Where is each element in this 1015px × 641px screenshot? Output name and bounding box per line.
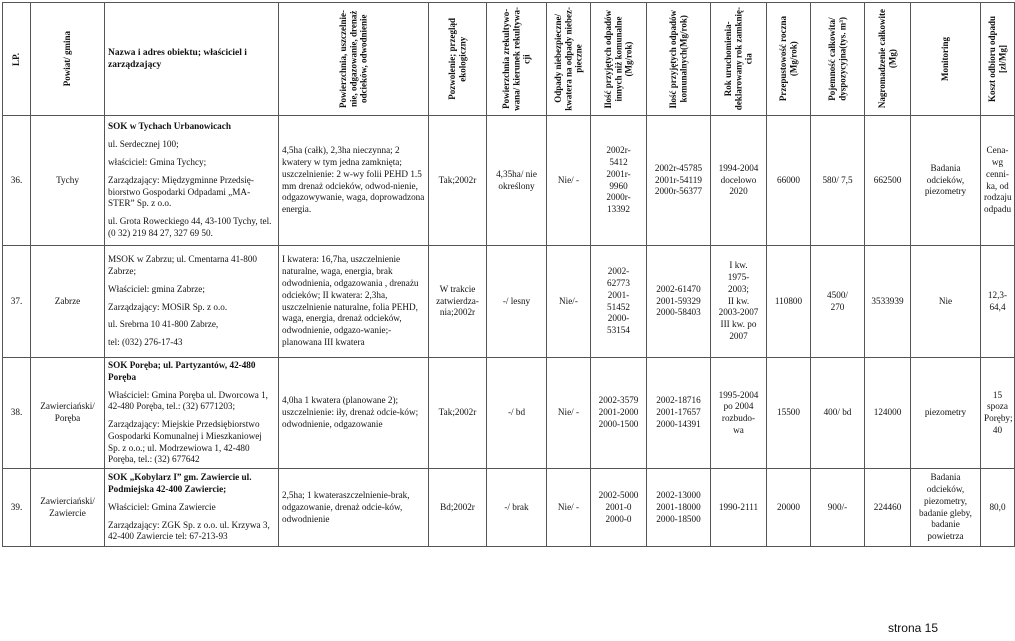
cell-lp: 39.	[3, 469, 31, 547]
site-name: SOK Poręba; ul. Partyzantów, 42-480 Poręba	[108, 360, 256, 382]
cell-odpady-niebezp: Nie/ -	[547, 116, 591, 246]
cell-nagromadzenie: 124000	[865, 358, 911, 469]
cell-odpady-niebezp: Nie/-	[547, 246, 591, 358]
cell-ilosc-inne: 2002-3579 2001-2000 2000-1500	[591, 358, 647, 469]
address-line: Zarządzający: MOSiR Sp. z o.o.	[108, 301, 228, 312]
site-name: SOK w Tychach Urbanowicach	[108, 121, 231, 132]
header-nazwa: Nazwa i adres obiektu; właściciel i zarządzający	[105, 3, 279, 116]
table-body	[3, 116, 1015, 547]
cell-pow-usz: I kwatera: 16,7ha, uszczelnienie naturalne, waga, energia, brak odwodnienia, odgazowania , drenażu odcieków; II kwatera: 2,3ha, uszczelnienie naturalne, folia PEHD, waga, energia, drenaż odcieków, odwodnienie, odgazo-wanie;- planowana III kwatera	[279, 246, 429, 358]
header-monitoring: Monitoring	[911, 3, 981, 116]
table-row	[3, 358, 1015, 469]
header-powiat: Powiat/ gmina	[31, 3, 105, 116]
address-line: Zarządzający: Międzygminne Przedsię-biorstwo Gospodarki Odpadami „MA-STER” Sp. z o.o.	[108, 174, 254, 209]
cell-pozwolenie: Bd;2002r	[429, 469, 487, 547]
cell-nazwa	[105, 116, 279, 246]
header-pow-zrek: Powierzchnia zrekultywo- wana/ kierunek rekultywa- cji	[487, 3, 547, 116]
cell-lp: 36.	[3, 116, 31, 246]
cell-powiat: Zabrze	[31, 246, 105, 358]
address-line: MSOK w Zabrzu; ul. Cmentarna 41-800 Zabrze;	[108, 254, 258, 276]
cell-odpady-niebezp: Nie/ -	[547, 358, 591, 469]
cell-pow-zrek: -/ lesny	[487, 246, 547, 358]
header-pojemnosc: Pojemność całkowita/ dyspozycyjna(tys. m³)	[811, 3, 865, 116]
cell-pow-zrek: -/ brak	[487, 469, 547, 547]
header-koszt: Koszt odbioru odpadu [zł/Mg]	[981, 3, 1015, 116]
cell-powiat: Tychy	[31, 116, 105, 246]
cell-pojemnosc: 900/-	[811, 469, 865, 547]
waste-sites-table	[2, 2, 1015, 547]
cell-nazwa	[105, 469, 279, 547]
address-line: Właściciel: Gmina Zawiercie	[108, 501, 216, 512]
header-row	[3, 3, 1015, 116]
cell-monitoring: Badania odcieków, piezometry	[911, 116, 981, 246]
cell-koszt: 12,3- 64,4	[981, 246, 1015, 358]
header-ilosc-kom: Ilość przyjętych odpadów komunalnych(Mg/rok)	[647, 3, 711, 116]
address-line: tel: (032) 276-17-43	[108, 337, 183, 348]
cell-pojemnosc: 580/ 7,5	[811, 116, 865, 246]
cell-nagromadzenie: 3533939	[865, 246, 911, 358]
cell-ilosc-kom: 2002-61470 2001-59329 2000-58403	[647, 246, 711, 358]
cell-nagromadzenie: 224460	[865, 469, 911, 547]
address-line: ul. Grota Roweckiego 44, 43-100 Tychy, tel.(0 32) 219 84 27, 327 69 50.	[108, 216, 272, 238]
cell-rok: 1990-2111	[711, 469, 767, 547]
cell-koszt: 15 spoza Poręby; 40	[981, 358, 1015, 469]
cell-odpady-niebezp: Nie/ -	[547, 469, 591, 547]
header-ilosc-inne: Ilość przyjętych odpadów innych niż komunalne (Mg/rok)	[591, 3, 647, 116]
cell-powiat: Zawierciański/ Poręba	[31, 358, 105, 469]
cell-przepust: 110800	[767, 246, 811, 358]
header-lp: LP.	[3, 3, 31, 116]
cell-lp: 37.	[3, 246, 31, 358]
cell-pojemnosc: 400/ bd	[811, 358, 865, 469]
cell-pozwolenie: W trakcie zatwierdza-nia;2002r	[429, 246, 487, 358]
cell-rok: 1995-2004 po 2004 rozbudo- wa	[711, 358, 767, 469]
cell-ilosc-kom: 2002r-45785 2001r-54119 2000r-56377	[647, 116, 711, 246]
address-line: ul. Srebrna 10 41-800 Zabrze,	[108, 319, 219, 330]
address-line: ul. Serdecznej 100;	[108, 139, 179, 150]
cell-pow-zrek: -/ bd	[487, 358, 547, 469]
cell-ilosc-inne: 2002-5000 2001-0 2000-0	[591, 469, 647, 547]
cell-ilosc-kom: 2002-18716 2001-17657 2000-14391	[647, 358, 711, 469]
cell-ilosc-inne: 2002r- 5412 2001r- 9960 2000r- 13392	[591, 116, 647, 246]
cell-pow-usz: 2,5ha; 1 kwateraszczelnienie-brak, odgazowanie, drenaż odcie-ków, odwodnienie	[279, 469, 429, 547]
cell-monitoring: Badania odcieków, piezometry, badanie gleby, badanie powietrza	[911, 469, 981, 547]
header-przepust: Przepustowość roczna (Mg/rok)	[767, 3, 811, 116]
cell-rok: 1994-2004 docelowo 2020	[711, 116, 767, 246]
cell-przepust: 15500	[767, 358, 811, 469]
cell-monitoring: Nie	[911, 246, 981, 358]
cell-nagromadzenie: 662500	[865, 116, 911, 246]
header-pozwolenie: Pozwolenie; przegląd ekologiczny	[429, 3, 487, 116]
cell-koszt: 80,0	[981, 469, 1015, 547]
header-rok: Rok uruchomienia- deklarowany rok zamknię- cia	[711, 3, 767, 116]
address-line: Właściciel: gmina Zabrze;	[108, 283, 205, 294]
table-row	[3, 116, 1015, 246]
cell-nazwa	[105, 246, 279, 358]
cell-koszt: Cena- wg cenni- ka, od rodzaju odpadu	[981, 116, 1015, 246]
cell-pozwolenie: Tak;2002r	[429, 116, 487, 246]
cell-pow-usz: 4,5ha (całk), 2,3ha nieczynna; 2 kwatery w tym jedna zamknięta; uszczelnienie: 2 w-wy folii PEHD 1.5 mm drenaż odcieków, odwod-nienie, odgazowywanie, waga, doprowadzona energia.	[279, 116, 429, 246]
cell-nazwa	[105, 358, 279, 469]
cell-powiat: Zawierciański/ Zawiercie	[31, 469, 105, 547]
cell-przepust: 20000	[767, 469, 811, 547]
cell-pozwolenie: Tak;2002r	[429, 358, 487, 469]
header-pow-usz: Powierzchnia, uszczelnie- nie, odgazowanie, drenaż odcieków, odwodnienie	[279, 3, 429, 116]
cell-ilosc-inne: 2002- 62773 2001- 51452 2000- 53154	[591, 246, 647, 358]
cell-pow-usz: 4,0ha 1 kwatera (planowane 2); uszczelnienie: iły, drenaż odcie-ków; odwodnienie, odgazowanie	[279, 358, 429, 469]
cell-monitoring: piezometry	[911, 358, 981, 469]
cell-lp: 38.	[3, 358, 31, 469]
site-name: SOK „Kobylarz I” gm. Zawiercie ul. Podmiejska 42-400 Zawiercie;	[108, 472, 252, 494]
cell-pow-zrek: 4,35ha/ nie określony	[487, 116, 547, 246]
cell-przepust: 66000	[767, 116, 811, 246]
table-row	[3, 469, 1015, 547]
page-number: strona 15	[887, 621, 938, 635]
cell-rok: I kw. 1975- 2003; II kw. 2003-2007 III kw. po 2007	[711, 246, 767, 358]
header-odpady-niebezp: Odpady niebezpieczne/ kwatera na odpady niebez- pieczne	[547, 3, 591, 116]
table-row	[3, 246, 1015, 358]
address-line: Właściciel: Gmina Poręba ul. Dworcowa 1, 42-480 Poręba, tel.: (32) 6771203;	[108, 389, 268, 412]
cell-pojemnosc: 4500/ 270	[811, 246, 865, 358]
cell-ilosc-kom: 2002-13000 2001-18000 2000-18500	[647, 469, 711, 547]
address-line: Zarządzający: Miejskie Przedsiębiorstwo Gospodarki Komunalnej i Mieszkaniowej Sp. z o.o.; ul. Modrzewiowa 1, 42-480 Poręba, tel.: (32) 677642	[108, 419, 262, 465]
header-nagromadzenie: Nagromadzenie całkowite (Mg)	[865, 3, 911, 116]
address-line: właściciel: Gmina Tychcy;	[108, 156, 207, 167]
address-line: Zarządzający: ZGK Sp. z o.o. ul. Krzywa 3, 42-400 Zawiercie tel: 67-213-93	[108, 519, 270, 542]
